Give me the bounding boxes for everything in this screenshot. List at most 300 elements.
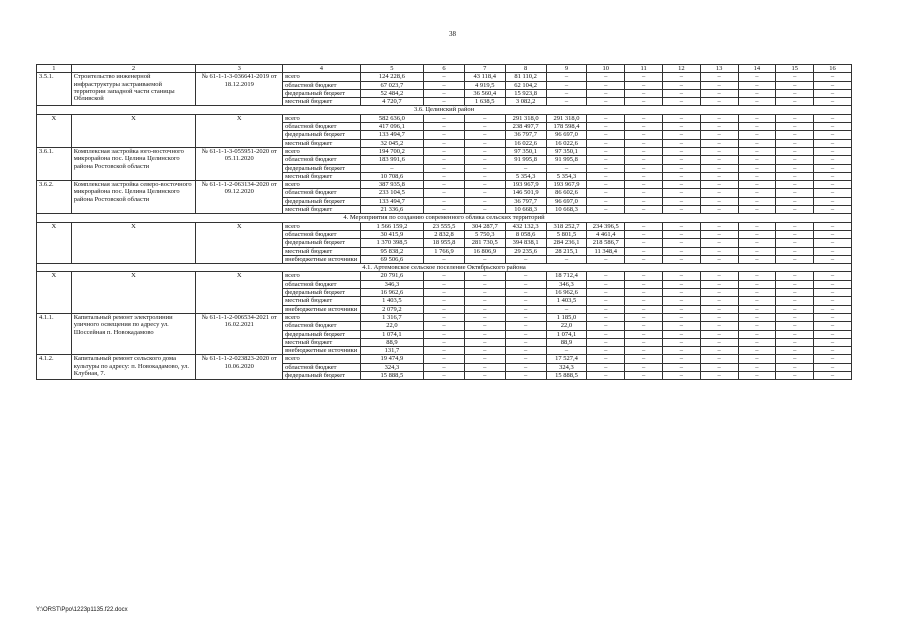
value-cell: – — [505, 355, 546, 363]
value-cell: – — [587, 147, 625, 155]
item-name: Комплексная застройка северо-восточного микрорайона пос. Целина Целинского района Ростовской области — [71, 181, 196, 214]
value-cell: – — [662, 189, 700, 197]
value-cell: – — [587, 347, 625, 355]
funding-source: областной бюджет — [283, 123, 361, 131]
value-cell: 91 995,8 — [546, 156, 587, 164]
column-header: 6 — [424, 65, 465, 73]
value-cell: – — [587, 131, 625, 139]
value-cell: – — [776, 123, 814, 131]
funding-source: внебюджетные источники — [283, 347, 361, 355]
value-cell: – — [625, 289, 663, 297]
value-cell: – — [814, 330, 852, 338]
value-cell: 193 967,9 — [505, 181, 546, 189]
value-cell: – — [505, 272, 546, 280]
value-cell: – — [700, 272, 738, 280]
value-cell: – — [814, 73, 852, 81]
value-cell: – — [587, 98, 625, 106]
item-document: X — [196, 222, 283, 263]
value-cell: 5 354,3 — [546, 172, 587, 180]
value-cell: – — [738, 114, 776, 122]
value-cell: – — [625, 305, 663, 313]
value-cell: 238 497,7 — [505, 123, 546, 131]
value-cell: – — [776, 73, 814, 81]
value-cell: 194 700,2 — [360, 147, 423, 155]
value-cell: – — [776, 172, 814, 180]
value-cell: – — [700, 206, 738, 214]
value-cell: – — [814, 156, 852, 164]
funding-source: внебюджетные источники — [283, 255, 361, 263]
value-cell: – — [814, 139, 852, 147]
value-cell: 183 991,6 — [360, 156, 423, 164]
value-cell: – — [700, 156, 738, 164]
header-row — [37, 65, 852, 73]
value-cell: – — [464, 322, 505, 330]
value-cell: – — [738, 305, 776, 313]
value-cell: – — [776, 330, 814, 338]
item-number: 4.1.2. — [37, 355, 72, 380]
value-cell: – — [587, 206, 625, 214]
column-header: 12 — [662, 65, 700, 73]
value-cell: – — [662, 247, 700, 255]
value-cell: – — [662, 73, 700, 81]
item-number: 3.6.2. — [37, 181, 72, 214]
value-cell: – — [587, 73, 625, 81]
value-cell: 304 287,7 — [464, 222, 505, 230]
value-cell: – — [814, 305, 852, 313]
value-cell: 582 636,0 — [360, 114, 423, 122]
funding-source: федеральный бюджет — [283, 371, 361, 379]
value-cell: 91 995,8 — [505, 156, 546, 164]
value-cell: – — [546, 98, 587, 106]
value-cell: 11 348,4 — [587, 247, 625, 255]
funding-source: областной бюджет — [283, 322, 361, 330]
value-cell: 2 079,2 — [360, 305, 423, 313]
value-cell: – — [587, 197, 625, 205]
value-cell: – — [814, 131, 852, 139]
value-cell: – — [424, 355, 465, 363]
value-cell: – — [776, 139, 814, 147]
value-cell: – — [464, 272, 505, 280]
value-cell: – — [587, 81, 625, 89]
value-cell: 36 560,4 — [464, 89, 505, 97]
value-cell: – — [776, 164, 814, 172]
value-cell: – — [814, 280, 852, 288]
funding-source: областной бюджет — [283, 189, 361, 197]
value-cell: – — [776, 322, 814, 330]
value-cell: – — [625, 222, 663, 230]
funding-source: федеральный бюджет — [283, 164, 361, 172]
value-cell: – — [464, 114, 505, 122]
value-cell: – — [505, 338, 546, 346]
value-cell: – — [424, 172, 465, 180]
funding-source: областной бюджет — [283, 363, 361, 371]
value-cell: – — [738, 355, 776, 363]
value-cell: – — [625, 114, 663, 122]
value-cell: – — [814, 355, 852, 363]
value-cell: – — [776, 371, 814, 379]
value-cell: – — [776, 355, 814, 363]
value-cell: 36 797,7 — [505, 197, 546, 205]
value-cell: 86 602,6 — [546, 189, 587, 197]
value-cell: – — [814, 289, 852, 297]
value-cell: 16 806,9 — [464, 247, 505, 255]
value-cell: 233 104,5 — [360, 189, 423, 197]
value-cell: – — [662, 289, 700, 297]
value-cell: 29 235,6 — [505, 247, 546, 255]
value-cell: 4 720,7 — [360, 98, 423, 106]
value-cell: – — [738, 255, 776, 263]
budget-table — [36, 64, 852, 380]
value-cell: 43 118,4 — [464, 73, 505, 81]
value-cell: – — [625, 230, 663, 238]
value-cell: – — [738, 89, 776, 97]
table-row — [37, 73, 852, 81]
item-number: 3.5.1. — [37, 73, 72, 106]
value-cell: – — [700, 222, 738, 230]
value-cell: 88,9 — [360, 338, 423, 346]
item-document: X — [196, 272, 283, 313]
value-cell: 234 396,5 — [587, 222, 625, 230]
value-cell: – — [814, 123, 852, 131]
funding-source: федеральный бюджет — [283, 197, 361, 205]
value-cell: – — [424, 73, 465, 81]
value-cell: 16 962,6 — [546, 289, 587, 297]
value-cell: 133 494,7 — [360, 197, 423, 205]
section-row — [37, 106, 852, 114]
column-header: 1 — [37, 65, 72, 73]
funding-source: областной бюджет — [283, 81, 361, 89]
value-cell: – — [814, 347, 852, 355]
value-cell: – — [662, 181, 700, 189]
value-cell: – — [625, 197, 663, 205]
value-cell: – — [625, 371, 663, 379]
value-cell: – — [587, 355, 625, 363]
value-cell: – — [505, 371, 546, 379]
value-cell: – — [738, 172, 776, 180]
value-cell: – — [662, 156, 700, 164]
funding-source: федеральный бюджет — [283, 289, 361, 297]
value-cell: – — [424, 289, 465, 297]
value-cell: – — [814, 164, 852, 172]
value-cell: – — [814, 81, 852, 89]
value-cell: – — [814, 197, 852, 205]
value-cell: 15 888,5 — [546, 371, 587, 379]
value-cell: – — [700, 181, 738, 189]
table-row — [37, 272, 852, 280]
value-cell: – — [587, 181, 625, 189]
value-cell: – — [814, 322, 852, 330]
column-header: 13 — [700, 65, 738, 73]
value-cell: 97 350,1 — [505, 147, 546, 155]
column-header: 16 — [814, 65, 852, 73]
value-cell: – — [738, 164, 776, 172]
value-cell: 218 586,7 — [587, 239, 625, 247]
value-cell: – — [424, 114, 465, 122]
value-cell: – — [424, 164, 465, 172]
value-cell: – — [464, 347, 505, 355]
value-cell: 124 228,6 — [360, 73, 423, 81]
item-document: № 61-1-1-2-006534-2021 от 16.02.2021 — [196, 313, 283, 354]
value-cell: – — [662, 114, 700, 122]
value-cell: – — [662, 147, 700, 155]
value-cell: – — [814, 371, 852, 379]
value-cell: – — [700, 189, 738, 197]
column-header: 4 — [283, 65, 361, 73]
value-cell: 22,0 — [546, 322, 587, 330]
column-header: 8 — [505, 65, 546, 73]
value-cell: 97 350,1 — [546, 147, 587, 155]
value-cell: – — [424, 347, 465, 355]
value-cell: – — [738, 313, 776, 321]
value-cell: – — [464, 172, 505, 180]
value-cell: – — [662, 81, 700, 89]
value-cell: – — [814, 181, 852, 189]
value-cell: – — [625, 363, 663, 371]
value-cell: – — [587, 114, 625, 122]
table-row — [37, 181, 852, 189]
value-cell: – — [505, 305, 546, 313]
value-cell: – — [625, 81, 663, 89]
value-cell: 5 354,3 — [505, 172, 546, 180]
value-cell: – — [424, 98, 465, 106]
value-cell: – — [464, 206, 505, 214]
value-cell: – — [587, 156, 625, 164]
value-cell: – — [662, 164, 700, 172]
value-cell: – — [424, 338, 465, 346]
column-header: 14 — [738, 65, 776, 73]
value-cell: – — [700, 139, 738, 147]
value-cell: 62 104,2 — [505, 81, 546, 89]
value-cell: – — [662, 330, 700, 338]
value-cell: – — [625, 189, 663, 197]
funding-source: всего — [283, 222, 361, 230]
value-cell: 131,7 — [360, 347, 423, 355]
value-cell: – — [464, 305, 505, 313]
funding-source: всего — [283, 114, 361, 122]
value-cell: – — [464, 313, 505, 321]
item-name: X — [71, 222, 196, 263]
value-cell: 432 132,3 — [505, 222, 546, 230]
value-cell: – — [776, 81, 814, 89]
value-cell: – — [662, 239, 700, 247]
value-cell: – — [587, 255, 625, 263]
value-cell: – — [814, 189, 852, 197]
value-cell: – — [814, 272, 852, 280]
item-number: X — [37, 114, 72, 147]
value-cell: 15 888,5 — [360, 371, 423, 379]
value-cell: – — [662, 222, 700, 230]
value-cell: – — [625, 172, 663, 180]
value-cell: – — [505, 280, 546, 288]
value-cell: 30 415,9 — [360, 230, 423, 238]
value-cell: 18 712,4 — [546, 272, 587, 280]
value-cell: – — [424, 305, 465, 313]
value-cell: – — [625, 239, 663, 247]
value-cell: – — [587, 189, 625, 197]
value-cell: – — [662, 322, 700, 330]
value-cell: 324,3 — [360, 363, 423, 371]
value-cell: – — [625, 206, 663, 214]
value-cell: – — [625, 297, 663, 305]
value-cell: – — [662, 355, 700, 363]
value-cell: – — [662, 305, 700, 313]
value-cell: – — [776, 89, 814, 97]
value-cell: – — [625, 247, 663, 255]
value-cell: 95 838,2 — [360, 247, 423, 255]
item-name: Строительство инженерной инфраструктуры застраиваемой территории западной части станицы Обливской — [71, 73, 196, 106]
value-cell: 15 923,8 — [505, 89, 546, 97]
value-cell: – — [505, 363, 546, 371]
value-cell: – — [814, 230, 852, 238]
value-cell: 10 668,3 — [505, 206, 546, 214]
section-row — [37, 214, 852, 222]
value-cell: 81 110,2 — [505, 73, 546, 81]
value-cell: 281 730,5 — [464, 239, 505, 247]
value-cell: – — [738, 98, 776, 106]
item-number: 3.6.1. — [37, 147, 72, 180]
value-cell: – — [625, 255, 663, 263]
value-cell: – — [662, 89, 700, 97]
value-cell: 16 022,6 — [505, 139, 546, 147]
value-cell: – — [738, 338, 776, 346]
funding-source: всего — [283, 313, 361, 321]
value-cell: – — [776, 114, 814, 122]
value-cell: – — [424, 197, 465, 205]
value-cell: – — [700, 289, 738, 297]
value-cell: – — [546, 164, 587, 172]
value-cell: – — [546, 89, 587, 97]
value-cell: – — [662, 98, 700, 106]
column-header: 10 — [587, 65, 625, 73]
value-cell: – — [738, 247, 776, 255]
value-cell: – — [625, 330, 663, 338]
value-cell: 394 838,1 — [505, 239, 546, 247]
value-cell: – — [776, 255, 814, 263]
value-cell: – — [587, 330, 625, 338]
value-cell: – — [700, 89, 738, 97]
funding-source: федеральный бюджет — [283, 89, 361, 97]
value-cell: – — [814, 239, 852, 247]
value-cell: – — [738, 239, 776, 247]
funding-source: местный бюджет — [283, 139, 361, 147]
funding-source: местный бюджет — [283, 338, 361, 346]
value-cell: – — [776, 181, 814, 189]
value-cell: – — [464, 280, 505, 288]
value-cell: – — [814, 313, 852, 321]
value-cell: – — [700, 297, 738, 305]
value-cell: – — [814, 147, 852, 155]
value-cell: – — [700, 371, 738, 379]
item-name: Комплексная застройка юго-восточного микрорайона пос. Целина Целинского района Ростовской области — [71, 147, 196, 180]
value-cell: – — [464, 164, 505, 172]
value-cell: – — [625, 355, 663, 363]
value-cell: – — [464, 131, 505, 139]
value-cell: – — [700, 114, 738, 122]
value-cell: – — [625, 131, 663, 139]
value-cell: – — [464, 330, 505, 338]
value-cell: – — [738, 181, 776, 189]
value-cell: – — [776, 147, 814, 155]
value-cell: – — [424, 280, 465, 288]
value-cell: – — [700, 81, 738, 89]
value-cell: – — [738, 81, 776, 89]
value-cell: – — [424, 156, 465, 164]
value-cell: 4 919,5 — [464, 81, 505, 89]
value-cell: – — [814, 206, 852, 214]
value-cell: – — [776, 189, 814, 197]
value-cell: – — [814, 247, 852, 255]
value-cell: 23 555,5 — [424, 222, 465, 230]
value-cell: – — [546, 255, 587, 263]
value-cell: – — [625, 313, 663, 321]
value-cell: – — [424, 131, 465, 139]
value-cell: 10 668,3 — [546, 206, 587, 214]
value-cell: – — [464, 371, 505, 379]
value-cell: – — [738, 206, 776, 214]
value-cell: – — [738, 297, 776, 305]
value-cell: – — [424, 189, 465, 197]
value-cell: – — [662, 363, 700, 371]
value-cell: – — [625, 156, 663, 164]
value-cell: – — [587, 172, 625, 180]
item-document: X — [196, 114, 283, 147]
value-cell: 1 638,5 — [464, 98, 505, 106]
item-number: X — [37, 222, 72, 263]
value-cell: – — [587, 338, 625, 346]
item-name: X — [71, 272, 196, 313]
value-cell: – — [776, 206, 814, 214]
value-cell: – — [776, 156, 814, 164]
value-cell: – — [776, 247, 814, 255]
value-cell: – — [424, 139, 465, 147]
value-cell: 69 506,6 — [360, 255, 423, 263]
value-cell: – — [546, 347, 587, 355]
funding-source: федеральный бюджет — [283, 330, 361, 338]
value-cell: – — [814, 98, 852, 106]
value-cell: 146 501,9 — [505, 189, 546, 197]
value-cell: 1 403,5 — [360, 297, 423, 305]
value-cell: – — [625, 272, 663, 280]
value-cell: – — [587, 89, 625, 97]
column-header: 5 — [360, 65, 423, 73]
value-cell: – — [464, 363, 505, 371]
value-cell: – — [625, 347, 663, 355]
value-cell: – — [776, 131, 814, 139]
value-cell: – — [587, 297, 625, 305]
value-cell: – — [587, 313, 625, 321]
value-cell: – — [424, 147, 465, 155]
value-cell: – — [700, 172, 738, 180]
value-cell: – — [424, 330, 465, 338]
column-header: 9 — [546, 65, 587, 73]
value-cell: – — [546, 305, 587, 313]
value-cell: 19 474,9 — [360, 355, 423, 363]
value-cell: – — [662, 123, 700, 131]
value-cell: – — [662, 297, 700, 305]
column-header: 3 — [196, 65, 283, 73]
value-cell: – — [738, 123, 776, 131]
value-cell: – — [424, 371, 465, 379]
table-row — [37, 313, 852, 321]
value-cell: 1 074,1 — [546, 330, 587, 338]
value-cell: – — [700, 363, 738, 371]
value-cell: 193 967,9 — [546, 181, 587, 189]
value-cell: – — [776, 313, 814, 321]
column-header: 11 — [625, 65, 663, 73]
value-cell: – — [738, 131, 776, 139]
section-title: 4. Мероприятия по созданию современного облика сельских территорий — [37, 214, 852, 222]
value-cell: – — [700, 280, 738, 288]
